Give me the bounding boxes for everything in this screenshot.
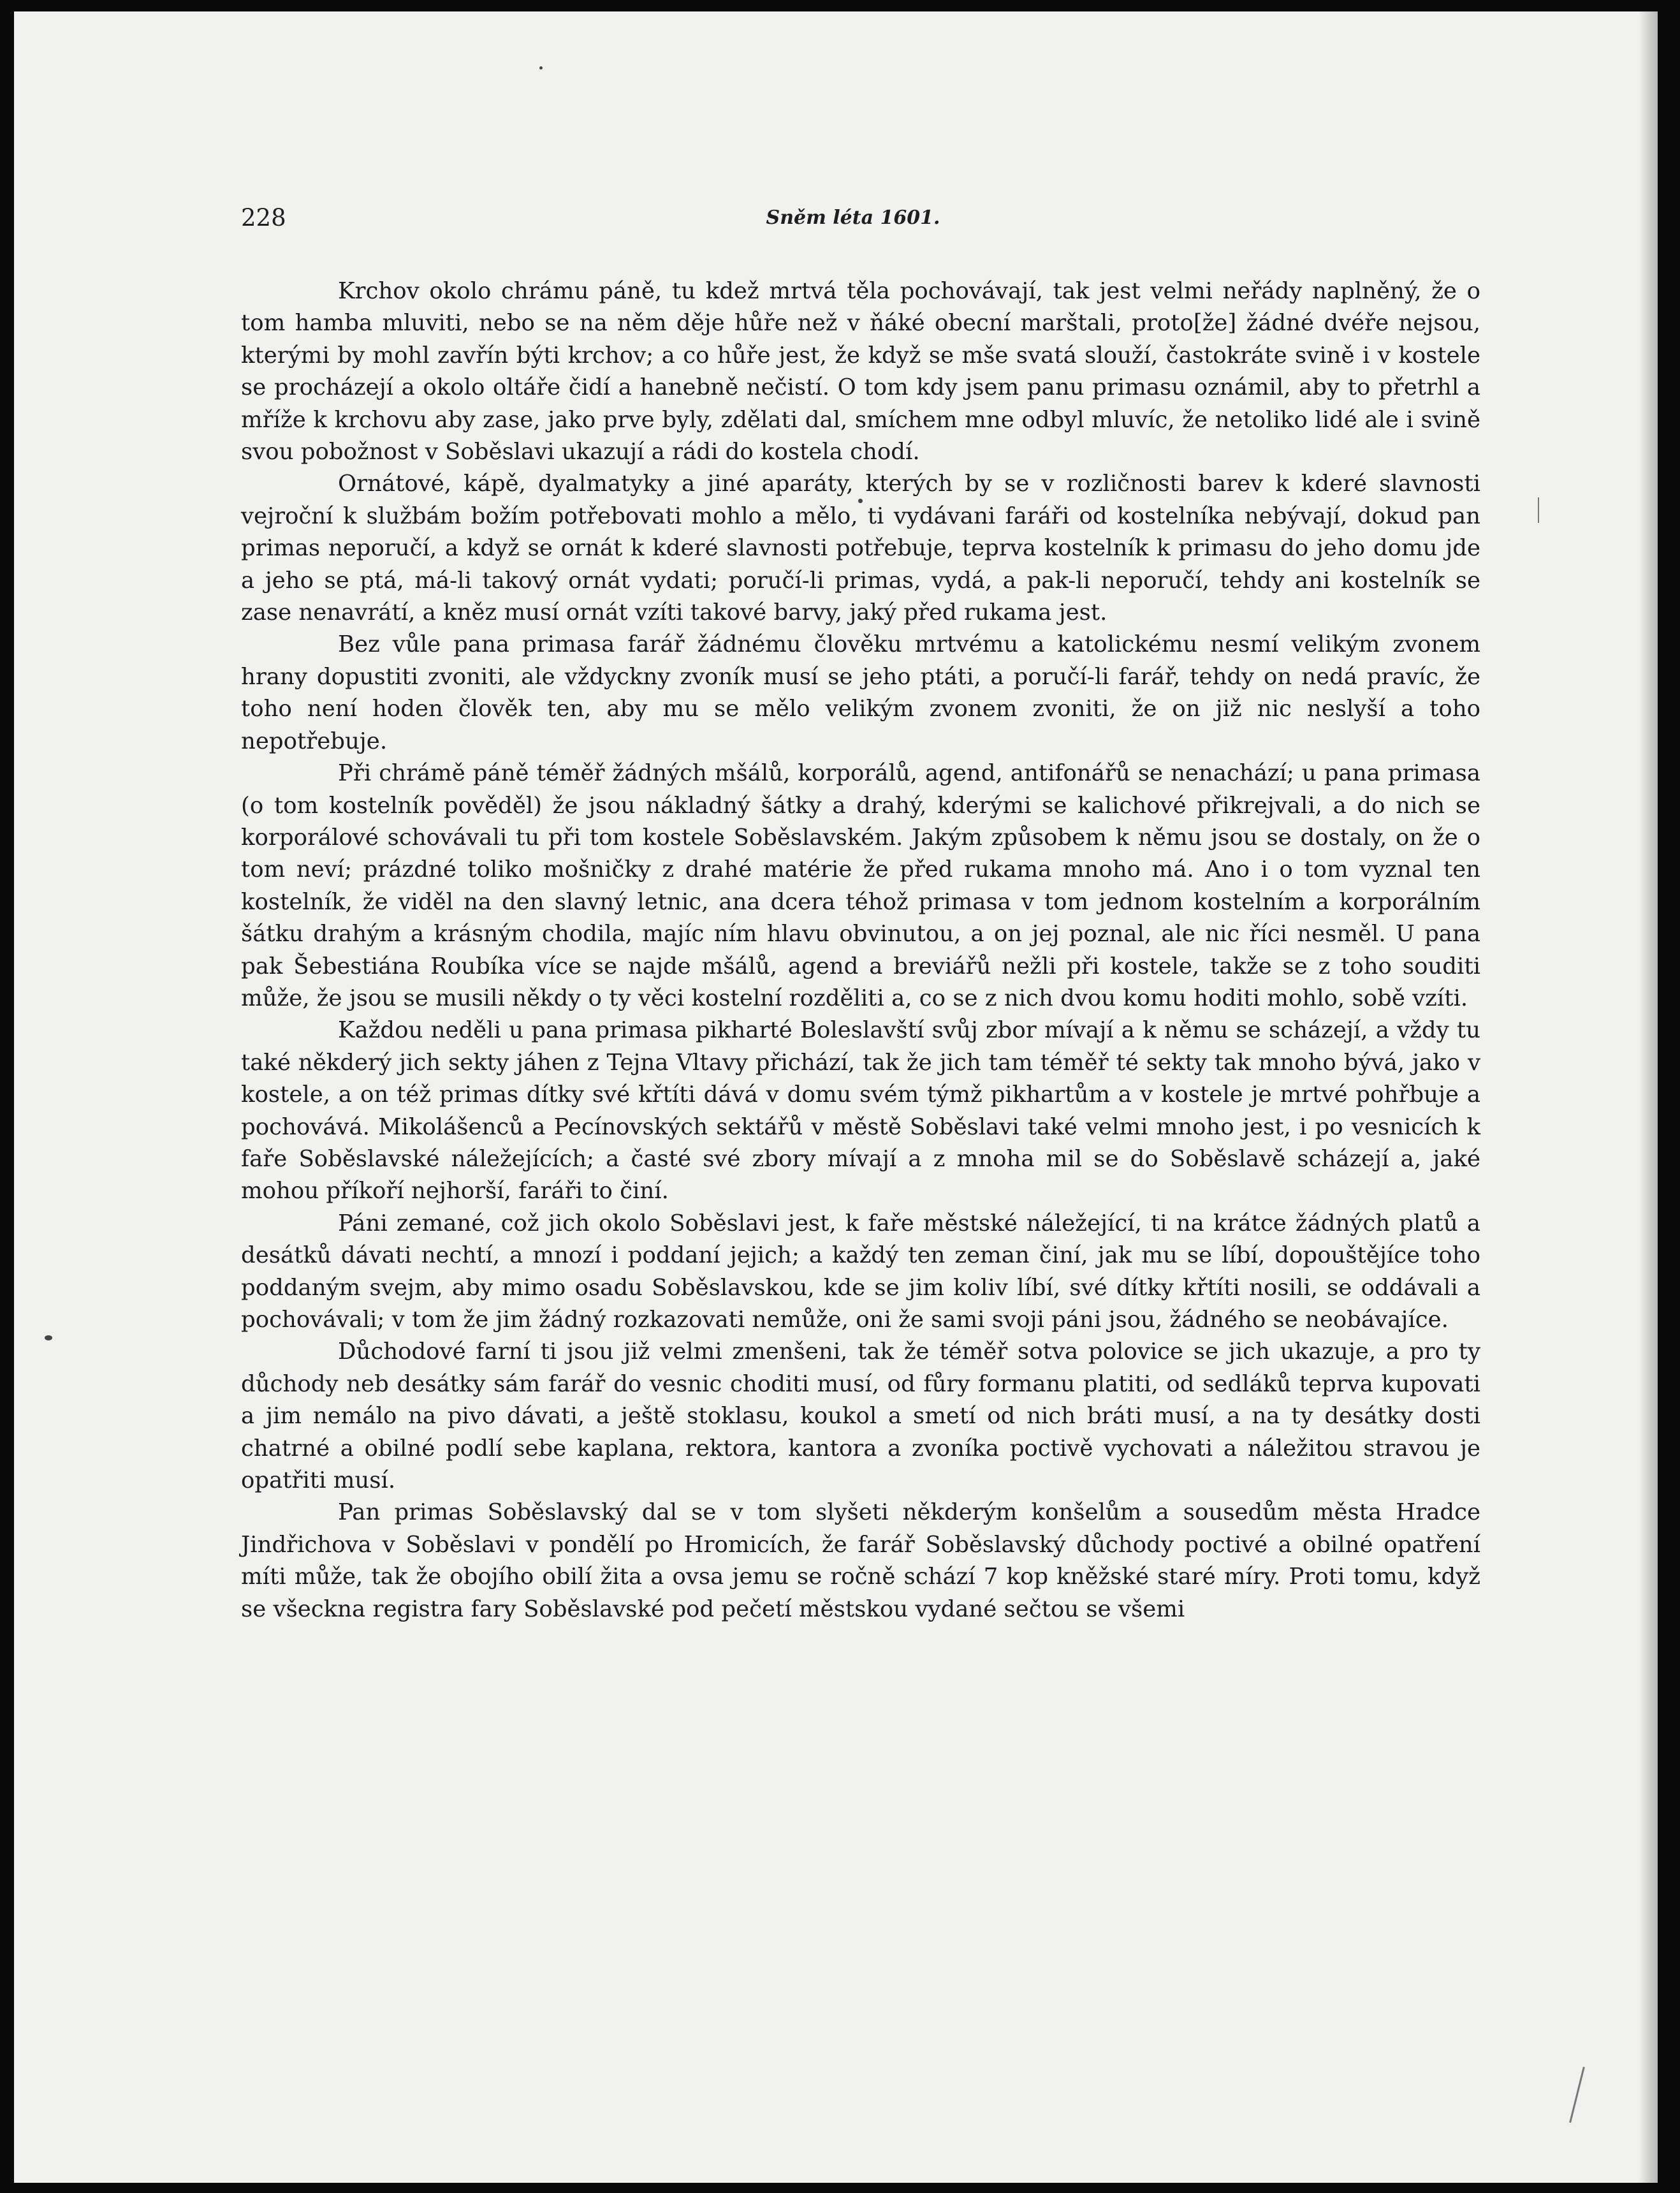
body-text	[241, 275, 1480, 1625]
page-header	[241, 204, 1465, 242]
paragraph: Důchodové farní ti jsou již velmi zmenšeni, tak že téměř sotva polovice se jich ukazuje, a pro ty důchody neb desátky sám farář do vesnic choditi musí, od fůry formanu platiti, od sedláků teprva kupovati a jim nemálo na pivo dávati, a ještě stoklasu, koukol a smetí od nich bráti musí, a na ty desátky dosti chatrné a obilné podlí sebe kaplana, rektora, kantora a zvoníka poctivě vychovati a náležitou stravou je opatřiti musí.	[241, 1339, 1480, 1494]
paragraph: Ornátové, kápě, dyalmatyky a jiné aparáty, kterých by se v rozličnosti barev k kderé slavnosti vejroční k službám božím potřebovati mohlo a mělo, ti vydávani faráři od kostelníka nebývají, dokud pan primas neporučí, a když se ornát k kderé slavnosti potřebuje, teprva kostelník k primasu do jeho domu jde a jeho se ptá, má-li takový ornát vydati; poručí-li primas, vydá, a pak-li neporučí, tehdy ani kostelník se zase nenavrátí, a kněz musí ornát vzíti takové barvy, jaký před rukama jest.	[241, 471, 1480, 626]
paragraph: Pan primas Soběslavský dal se v tom slyšeti někderým konšelům a sousedům města Hradce Jindřichova v Soběslavi v pondělí po Hromicích, že farář Soběslavský důchody poctivé a obilné opatření míti může, tak že obojího obilí žita a ovsa jemu se ročně schází 7 kop kněžské staré míry. Proti tomu, když se všeckna registra fary Soběslavské pod pečetí městskou vydané sečtou se všemi	[241, 1499, 1480, 1622]
paragraph: Krchov okolo chrámu páně, tu kdež mrtvá těla pochovávají, tak jest velmi neřády naplněný, že o tom hamba mluviti, nebo se na něm děje hůře než v ňáké obecní marštali, proto[že] žádné dvéře nejsou, kterými by mohl zavřín býti krchov; a co hůře jest, že když se mše svatá slouží, častokráte svině i v kostele se procházejí a okolo oltáře čidí a hanebně nečistí. O tom kdy jsem panu primasu oznámil, aby to přetrhl a mříže k krchovu aby zase, jako prve byly, zdělati dal, smíchem mne odbyl mluvíc, že netoliko lidé ale i svině svou pobožnost v Soběslavi ukazují a rádi do kostela chodí.	[241, 278, 1480, 466]
paragraph: Bez vůle pana primasa farář žádnému člověku mrtvému a katolickému nesmí velikým zvonem hrany dopustiti zvoniti, ale vždyckny zvoník musí se jeho ptáti, a poručí-li farář, tehdy on nedá pravíc, že toho není hoden člověk ten, aby mu se mělo velikým zvonem zvoniti, že on již nic neslyší a toho nepotřebuje.	[241, 631, 1480, 754]
paragraph: Při chrámě páně téměř žádných mšálů, korporálů, agend, antifonářů se nenachází; u pana primasa (o tom kostelník pověděl) že jsou nákladný šátky a drahý, kderými se kalichové přikrejvali, a do nich se korporálové schovávali tu při tom kostele Soběslavském. Jakým způsobem k němu jsou se dostaly, on že o tom neví; prázdné toliko mošničky z drahé matérie že před rukama mnoho má. Ano i o tom vyznal ten kostelník, že viděl na den slavný letnic, ana dcera téhož primasa v tom jednom kostelním a korporálním šátku drahým a krásným chodila, majíc ním hlavu obvinutou, a on jej poznal, ale nic říci nesměl. U pana pak Šebestiána Roubíka více se najde mšálů, agend a breviářů nežli při kostele, takže se z toho souditi může, že jsou se musili někdy o ty věci kostelní rozděliti a, co se z nich dvou komu hoditi mohlo, sobě vzíti.	[241, 760, 1480, 1011]
scan-speck	[45, 1335, 52, 1340]
scan-edge-mark	[1538, 497, 1539, 523]
scan-speck	[858, 499, 863, 503]
paragraph: Každou neděli u pana primasa pikharté Boleslavští svůj zbor mívají a k němu se scházejí, a vždy tu také někderý jich sekty jáhen z Tejna Vltavy přichází, tak že jich tam téměř té sekty tak mnoho bývá, jako v kostele, a on též primas dítky své křtíti dává v domu svém týmž pikhartům a v kostele je mrtvé pohřbuje a pochovává. Mikolášenců a Pecínovských sektářů v městě Soběslavi také velmi mnoho jest, i po vesnicích k faře Soběslavské náležejících; a časté své zbory mívají a z mnoha mil se do Soběslavě scházejí a, jaké mohou příkoří nejhorší, faráři to činí.	[241, 1017, 1480, 1205]
scan-speck	[539, 66, 543, 70]
running-title: Sněm léta 1601.	[766, 207, 940, 229]
page-edge-shadow	[1639, 11, 1658, 2183]
paragraph: Páni zemané, což jich okolo Soběslavi jest, k faře městské náležející, ti na krátce žádných platů a desátků dávati nechtí, a mnozí i poddaní jejich; a každý ten zeman činí, jak mu se líbí, dopouštějíce toho poddaným svejm, aby mimo osadu Soběslavskou, kde se jim koliv líbí, své dítky křtíti nosili, se oddávali a pochovávali; v tom že jim žádný rozkazovati nemůže, oni že sami svoji páni jsou, žádného se neobávajíce.	[241, 1210, 1480, 1333]
page-number: 228	[241, 204, 286, 231]
